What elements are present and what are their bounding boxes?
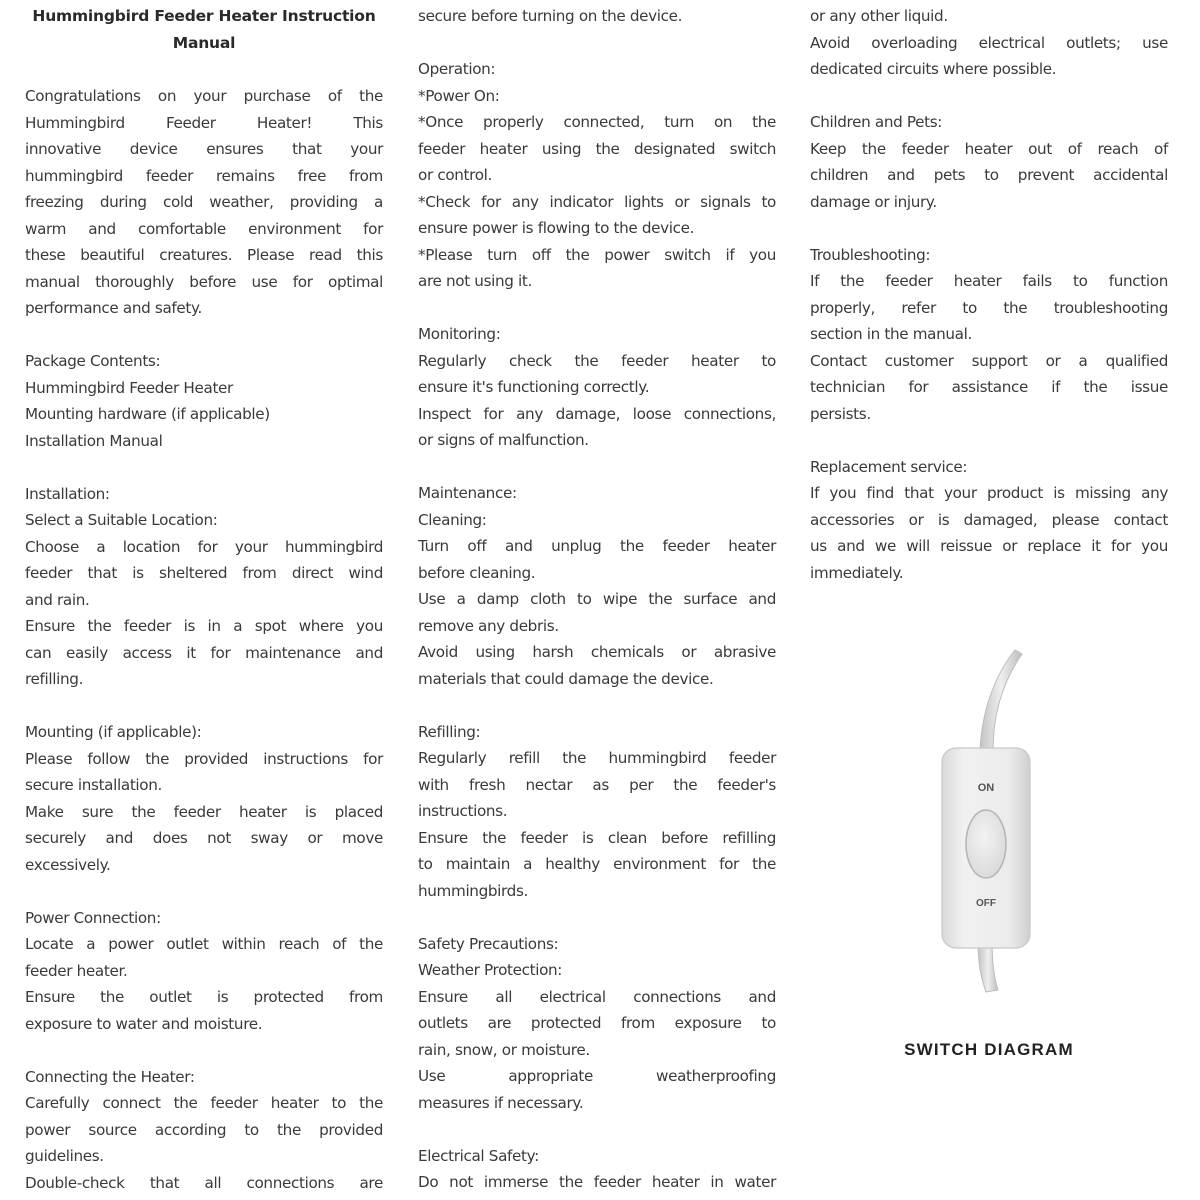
text-line: freezing during cold weather, providing a: [25, 193, 383, 211]
text-line: guidelines.: [25, 1147, 104, 1165]
text-line: can easily access it for maintenance and: [25, 643, 383, 662]
text-line: power source according to the provided: [25, 1120, 383, 1139]
text-line: immediately.: [810, 563, 904, 582]
text-line: Troubleshooting:: [810, 245, 931, 264]
text-line: outlets are protected from exposure to: [418, 1014, 776, 1032]
text-line: Do not immerse the feeder heater in water: [418, 1173, 776, 1191]
text-line: Connecting the Heater:: [25, 1067, 195, 1086]
text-line: Monitoring:: [418, 325, 501, 343]
text-line: Maintenance:: [418, 484, 517, 502]
text-line: If the feeder heater fails to function: [810, 272, 1168, 290]
text-line: Regularly check the feeder heater to: [418, 351, 776, 370]
text-line: Avoid using harsh chemicals or abrasive: [418, 643, 776, 661]
text-line: Mounting hardware (if applicable): [25, 405, 270, 423]
text-line: Please follow the provided instructions for: [25, 749, 383, 768]
switch-diagram-caption: SWITCH DIAGRAM: [904, 1040, 1074, 1059]
text-line: technician for assistance if the issue: [810, 378, 1168, 396]
text-line: Ensure the feeder is in a spot where you: [25, 617, 383, 635]
text-line: are not using it.: [418, 272, 532, 290]
text-line: or control.: [418, 166, 492, 184]
text-line: Ensure the feeder is clean before refilling: [418, 828, 776, 847]
text-line: performance and safety.: [25, 299, 202, 317]
text-line: *Please turn off the power switch if you: [418, 245, 776, 264]
text-line: Use appropriate weatherproofing: [418, 1067, 776, 1085]
text-line: and rain.: [25, 590, 90, 609]
text-line: *Once properly connected, turn on the: [418, 113, 776, 131]
text-line: exposure to water and moisture.: [25, 1014, 263, 1033]
text-line: section in the manual.: [810, 325, 972, 343]
text-line: accessories or is damaged, please contact: [810, 510, 1168, 529]
text-line: If you find that your product is missing any: [810, 484, 1168, 502]
text-line: Locate a power outlet within reach of the: [25, 935, 383, 953]
text-line: securely and does not sway or move: [25, 829, 383, 847]
text-line: Installation:: [25, 484, 110, 503]
text-line: Inspect for any damage, loose connections,: [418, 404, 776, 423]
text-line: persists.: [810, 404, 871, 423]
text-line: Regularly refill the hummingbird feeder: [418, 749, 776, 767]
text-line: Weather Protection:: [418, 961, 563, 979]
text-line: Congratulations on your purchase of the: [25, 87, 383, 105]
text-line: Double-check that all connections are: [25, 1173, 383, 1192]
switch-diagram-figure: [900, 640, 1080, 1000]
text-line: *Check for any indicator lights or signals to: [418, 192, 776, 211]
text-line: Carefully connect the feeder heater to the: [25, 1094, 383, 1112]
text-line: Choose a location for your hummingbird: [25, 537, 383, 556]
text-line: Ensure the outlet is protected from: [25, 988, 383, 1006]
text-line: *Power On:: [418, 86, 500, 105]
text-line: refilling.: [25, 670, 84, 688]
text-line: Hummingbird Feeder Heater: [25, 378, 233, 397]
text-line: Cleaning:: [418, 510, 487, 529]
text-line: Operation:: [418, 60, 496, 78]
text-line: ensure power is flowing to the device.: [418, 219, 695, 237]
text-line: Use a damp cloth to wipe the surface and: [418, 590, 776, 608]
text-line: Ensure all electrical connections and: [418, 987, 776, 1006]
switch-on-label: ON: [977, 782, 995, 794]
text-line: hummingbird feeder remains free from: [25, 166, 383, 185]
text-line: innovative device ensures that your: [25, 140, 383, 158]
rocker-button: [966, 810, 1006, 878]
text-line: manual thoroughly before use for optimal: [25, 272, 383, 291]
text-line: Keep the feeder heater out of reach of: [810, 139, 1168, 158]
text-line: properly, refer to the troubleshooting: [810, 298, 1168, 317]
text-line: before cleaning.: [418, 563, 536, 582]
text-line: excessively.: [25, 855, 111, 874]
text-line: warm and comfortable environment for: [25, 219, 383, 238]
switch-off-label: OFF: [976, 898, 996, 909]
text-line: secure before turning on the device.: [418, 7, 683, 25]
text-line: Turn off and unplug the feeder heater: [418, 537, 776, 555]
text-line: remove any debris.: [418, 616, 559, 635]
text-line: secure installation.: [25, 776, 162, 794]
text-line: Select a Suitable Location:: [25, 511, 218, 529]
text-line: Installation Manual: [25, 431, 163, 450]
text-line: feeder that is sheltered from direct wind: [25, 564, 383, 582]
text-line: feeder heater using the designated switch: [418, 139, 776, 158]
text-line: Children and Pets:: [810, 113, 943, 131]
document-title-line-1: Hummingbird Feeder Heater Instruction: [32, 7, 376, 25]
text-line: Make sure the feeder heater is placed: [25, 802, 383, 821]
document-title-line-2: Manual: [172, 34, 236, 52]
text-line: Avoid overloading electrical outlets; use: [810, 33, 1168, 52]
text-line: damage or injury.: [810, 192, 937, 211]
text-line: these beautiful creatures. Please read this: [25, 246, 383, 264]
text-line: ensure it's functioning correctly.: [418, 378, 650, 396]
text-line: to maintain a healthy environment for the: [418, 855, 776, 873]
text-line: Package Contents:: [25, 352, 161, 370]
text-line: Contact customer support or a qualified: [810, 351, 1168, 370]
text-line: measures if necessary.: [418, 1093, 584, 1112]
text-line: children and pets to prevent accidental: [810, 166, 1168, 184]
text-line: hummingbirds.: [418, 881, 528, 900]
text-line: or signs of malfunction.: [418, 431, 589, 449]
text-line: rain, snow, or moisture.: [418, 1040, 590, 1059]
text-line: or any other liquid.: [810, 7, 948, 25]
text-line: materials that could damage the device.: [418, 669, 714, 688]
text-line: Power Connection:: [25, 908, 161, 927]
text-line: Hummingbird Feeder Heater! This: [25, 113, 383, 132]
text-line: Mounting (if applicable):: [25, 723, 202, 741]
text-line: Refilling:: [418, 722, 481, 741]
text-line: us and we will reissue or replace it for you: [810, 537, 1168, 555]
text-line: Replacement service:: [810, 457, 968, 476]
text-line: dedicated circuits where possible.: [810, 60, 1057, 78]
text-line: feeder heater.: [25, 961, 128, 980]
cord-top: [980, 650, 1022, 750]
text-line: Electrical Safety:: [418, 1146, 539, 1165]
text-line: Safety Precautions:: [418, 934, 559, 953]
text-line: with fresh nectar as per the feeder's: [418, 775, 776, 794]
text-line: instructions.: [418, 802, 508, 820]
